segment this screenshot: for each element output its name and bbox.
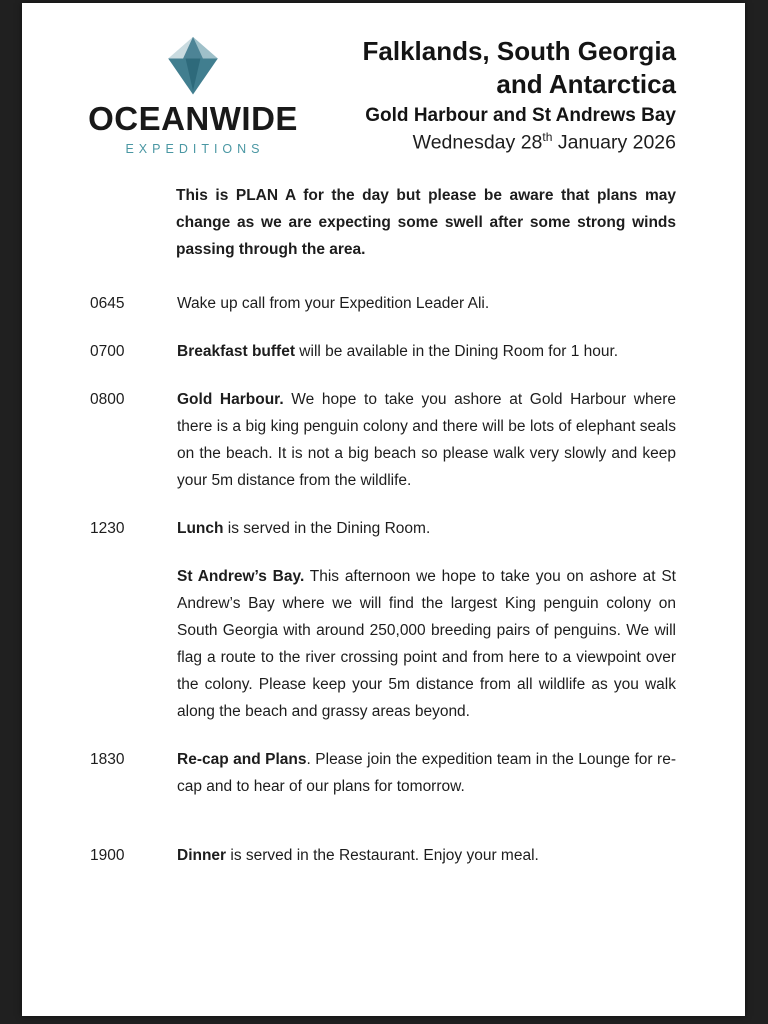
schedule-time: 0645	[90, 295, 125, 312]
voyage-title-line2: and Antarctica	[496, 69, 676, 100]
schedule-description	[177, 386, 676, 494]
schedule-text: . Please join the expedition team in the Lounge for re-cap and to hear of our plans for tomorrow.	[177, 751, 676, 795]
schedule-lead: Re-cap and Plans	[177, 751, 307, 768]
schedule-lead: Dinner	[177, 847, 227, 864]
schedule-row	[84, 290, 676, 317]
logo-tagline-text: EXPEDITIONS	[125, 142, 265, 156]
schedule-description	[177, 515, 676, 542]
schedule-text: will be available in the Dining Room for 1 hour.	[295, 343, 619, 360]
schedule-text: is served in the Restaurant. Enjoy your meal.	[226, 847, 539, 864]
voyage-title-line1: Falklands, South Georgia	[362, 36, 676, 66]
plan-notice-paragraph: This is PLAN A for the day but please be aware that plans may change as we are expecting some swell after some strong winds passing through the area.	[176, 187, 676, 258]
document-page	[22, 3, 745, 1016]
schedule-time: 0800	[90, 391, 125, 408]
schedule-lead: St Andrew’s Bay.	[177, 568, 305, 585]
date-suffix: January 2026	[552, 131, 676, 154]
schedule-text: We hope to take you ashore at Gold Harbour where there is a big king penguin colony and there will be lots of elephant seals on the beach. It is not a big beach so please walk very slowly and keep your 5m distance from the wildlife.	[177, 391, 676, 489]
logo-brand-text: OCEANWIDE	[88, 100, 298, 137]
schedule-row	[84, 515, 676, 542]
schedule-description	[177, 746, 676, 800]
schedule-text: This afternoon we hope to take you on ashore at St Andrew’s Bay where we will find the largest King penguin colony on South Georgia with around 250,000 breeding pairs of penguins. We will flag a route to the river crossing point and from here to a viewpoint over the colony. Please keep your 5m distance from all wildlife as you walk along the beach and grassy areas beyond.	[177, 568, 676, 720]
schedule-text: is served in the Dining Room.	[223, 520, 431, 537]
schedule-description	[177, 842, 676, 869]
date-ordinal-superscript: th	[542, 129, 553, 144]
schedule-description	[177, 563, 676, 725]
day-destination-subtitle: Gold Harbour and St Andrews Bay	[365, 104, 676, 126]
schedule-row	[84, 386, 676, 494]
schedule-lead: Breakfast buffet	[177, 343, 295, 360]
schedule-time: 1900	[90, 847, 125, 864]
schedule-time: 0700	[90, 343, 125, 360]
schedule-row	[84, 746, 676, 800]
oceanwide-logo	[84, 35, 302, 156]
document-header	[84, 33, 676, 156]
schedule-lead: Lunch	[177, 520, 224, 537]
schedule-time	[84, 563, 177, 725]
date-prefix: Wednesday 28	[412, 131, 543, 154]
schedule-row	[84, 563, 676, 725]
schedule-text: Wake up call from your Expedition Leader Ali.	[177, 295, 490, 312]
schedule-description	[177, 290, 676, 317]
schedule-lead: Gold Harbour.	[177, 391, 284, 408]
schedule-row	[84, 338, 676, 365]
schedule-time: 1830	[90, 751, 125, 768]
schedule-description	[177, 338, 676, 365]
title-block	[302, 33, 676, 154]
diamond-gem-icon	[162, 35, 224, 97]
schedule-row	[84, 842, 676, 869]
program-date	[302, 130, 676, 155]
daily-schedule	[84, 290, 676, 869]
schedule-time: 1230	[90, 520, 125, 537]
voyage-title	[302, 35, 676, 102]
